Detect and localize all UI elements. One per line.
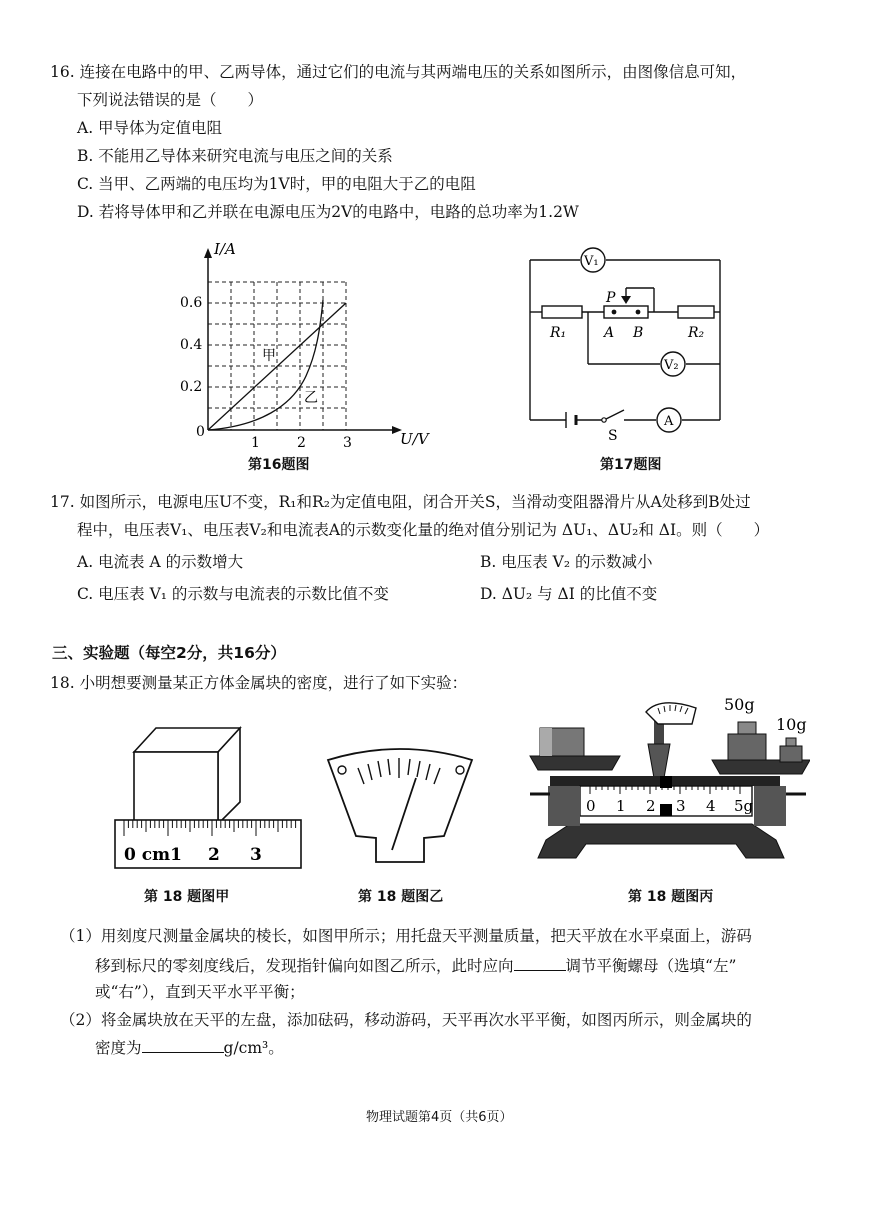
q17-stem-line1: 17. 如图所示，电源电压U不变，R₁和R₂为定值电阻，闭合开关S，当滑动变阻器滑片从A处移到B处过 [50,493,751,511]
q17-option-d: D. ΔU₂ 与 ΔI 的比值不变 [480,585,658,603]
ruler-label-3: 3 [250,845,262,865]
left-pan [530,756,620,770]
series-yi-label: 乙 [304,390,318,406]
beam-label-5g: 5g [734,797,754,815]
q18-fig-bing-balance [510,690,810,862]
q18-fig-yi-pointer-dial [320,738,490,868]
x-tick-3: 3 [343,435,352,451]
q18-stem: 18. 小明想要测量某正方体金属块的密度，进行了如下实验： [50,674,468,692]
q16-option-b: B. 不能用乙导体来研究电流与电压之间的关系 [77,147,393,165]
switch-label: S [608,428,618,444]
y-tick-0-6: 0.6 [180,295,203,311]
q18-part2-line1: （2）将金属块放在天平的左盘，添加砝码，移动游码，天平再次水平平衡，如图丙所示，则金属块的 [60,1011,752,1029]
q17-option-b: B. 电压表 V₂ 的示数减小 [480,553,653,571]
slide-rheostat [604,306,648,318]
ruler-label-0cm1: 0 cm1 [124,845,182,865]
weight-50g [728,734,766,760]
q18-fig-jia-ruler-cube [110,712,310,872]
q18-caption-yi: 第 18 题图乙 [358,889,444,905]
q17-option-a: A. 电流表 A 的示数增大 [77,553,244,571]
rider-block [660,804,672,816]
y-tick-0-2: 0.2 [180,379,203,395]
q18-part2-answer-blank[interactable] [142,1036,224,1053]
series-jia-label: 甲 [262,348,276,364]
b-label: B [633,325,644,341]
ammeter-label: A [664,414,674,429]
q18-part1-line2 [95,952,736,980]
weight-10g-knob [786,738,796,746]
page-footer: 物理试题第4页（共6页） [366,1110,513,1125]
q18-part1-line3: 或“右”），直到天平水平平衡； [95,983,305,1001]
x-tick-2: 2 [297,435,306,451]
beam-label-3: 3 [676,797,686,815]
voltmeter-v1-label: V₁ [584,254,599,269]
q18-part2-line2 [95,1034,284,1062]
q17-circuit-diagram [520,240,740,450]
graph-grid [208,282,346,430]
q17-option-c: C. 电压表 V₁ 的示数与电流表的示数比值不变 [77,585,389,603]
q18-caption-jia: 第 18 题图甲 [144,889,230,905]
weight-50g-knob [738,722,756,734]
q16-option-d: D. 若将导体甲和乙并联在电源电压为2V的电路中，电路的总功率为1.2W [77,203,579,221]
q17-figure-caption: 第17题图 [600,457,662,473]
slider-pointer [621,296,631,304]
series-yi-curve [208,300,323,430]
beam-label-1: 1 [616,797,626,815]
metal-block-highlight [540,728,552,756]
q18-part2-line2-text-b: g/cm³。 [223,1039,284,1057]
weight-label-50g: 50g [724,695,755,714]
origin-label: 0 [196,424,205,440]
weight-10g [780,746,802,762]
q18-part1-line1: （1）用刻度尺测量金属块的棱长，如图甲所示；用托盘天平测量质量，把天平放在水平桌面上，游码 [60,927,752,945]
balance-pointer-body [648,744,670,778]
x-axis-label: U/V [400,430,429,448]
q16-stem-line2: 下列说法错误的是（ ） [77,91,264,109]
switch-pivot [602,418,606,422]
beam-label-2: 2 [646,797,656,815]
rheostat-point-b [636,310,641,315]
q16-option-a: A. 甲导体为定值电阻 [77,119,223,137]
r1-label: R₁ [550,325,567,341]
q18-caption-bing: 第 18 题图丙 [628,889,714,905]
r2-label: R₂ [688,325,705,341]
left-post [548,786,580,826]
dial-plate [328,749,472,862]
beam-label-4: 4 [706,797,716,815]
dial-screw-right [456,766,464,774]
q16-stem-line1: 16. 连接在电路中的甲、乙两导体，通过它们的电流与其两端电压的关系如图所示，由图像信息可知， [50,63,747,81]
y-tick-0-4: 0.4 [180,337,203,353]
p-label: P [606,290,616,306]
q17-stem-line2: 程中，电压表V₁、电压表V₂和电流表A的示数变化量的绝对值分别记为 ΔU₁、ΔU₂和 ΔI。则（ ） [77,521,770,539]
y-axis-arrow [204,248,212,258]
pointer-base-block [660,776,672,788]
balance-base [538,824,784,858]
q18-part2-line2-text-a: 密度为 [95,1039,142,1057]
resistor-r1 [542,306,582,318]
balance-dial [646,703,696,724]
resistor-r2 [678,306,714,318]
beam-label-0: 0 [586,797,596,815]
section-3-title: 三、实验题（每空2分，共16分） [52,644,286,662]
cube-front [134,752,218,824]
q18-part1-line2-text-a: 移到标尺的零刻度线后，发现指针偏向如图乙所示，此时应向 [95,957,514,975]
q16-iu-graph [180,236,430,456]
q18-part1-line2-text-b: 调节平衡螺母（选填“左” [565,957,737,975]
q16-option-c: C. 当甲、乙两端的电压均为1V时，甲的电阻大于乙的电阻 [77,175,476,193]
right-post [754,786,786,826]
q18-part1-answer-blank[interactable] [514,954,566,971]
dial-screw-left [338,766,346,774]
weight-label-10g: 10g [776,715,807,734]
ruler-label-2: 2 [208,845,220,865]
voltmeter-v2-label: V₂ [664,358,679,373]
rheostat-point-a [612,310,617,315]
q16-figure-caption: 第16题图 [248,457,310,473]
x-tick-1: 1 [251,435,260,451]
y-axis-label: I/A [214,240,236,258]
a-label: A [604,325,615,341]
